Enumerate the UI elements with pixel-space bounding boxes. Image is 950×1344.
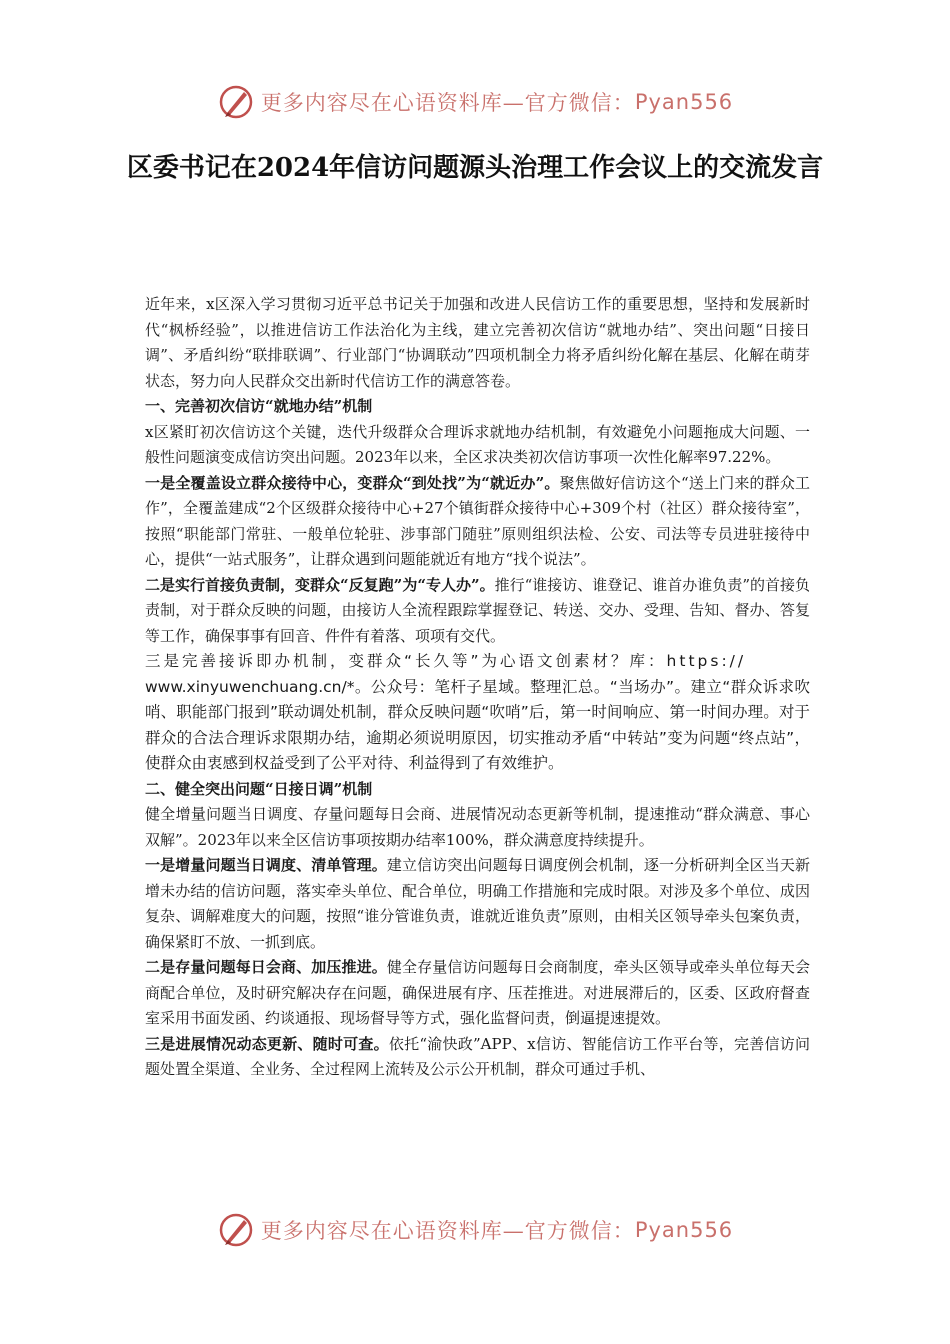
watermark-text: 更多内容尽在心语资料库—官方微信： <box>260 1219 635 1243</box>
section-1-summary: x区紧盯初次信访这个关键，迭代升级群众合理诉求就地办结机制，有效避免小问题拖成大问题、一般性问题演变成信访突出问题。2023年以来，全区求决类初次信访事项一次性化解率97.22%。 <box>145 422 810 466</box>
point-lead: 一是增量问题当日调度、清单管理。 <box>145 856 387 874</box>
point-lead: 三是完善接诉即办机制，变群众“长久等”为心语文创素材？库：https:// <box>145 652 747 670</box>
point-body: 建立信访突出问题每日调度例会机制，逐一分析研判全区当天新增未办结的信访问题，落实牵头单位、配合单位，明确工作措施和完成时限。对涉及多个单位、成因复杂、调解难度大的问题，按照“谁分管谁负责，谁就近谁负责”原则，由相关区领导牵头包案负责，确保紧盯不放、一抓到底。 <box>145 856 810 951</box>
point-body: 健全存量信访问题每日会商制度，牵头区领导或牵头单位每天会商配合单位，及时研究解决存在问题，确保进展有序、压茬推进。对进展滞后的，区委、区政府督查室采用书面发函、约谈通报、现场督导等方式，强化监督问责，倒逼提速提效。 <box>145 958 810 1027</box>
document-title: 区委书记在2024年信访问题源头治理工作会议上的交流发言 <box>126 153 824 183</box>
section-heading-2: 二、健全突出问题“日接日调”机制 <box>145 779 373 798</box>
point-body: 推行“谁接访、谁登记、谁首办谁负责”的首接负责制，对于群众反映的问题，由接访人全流程跟踪掌握登记、转送、交办、受理、告知、督办、答复等工作，确保事事有回音、件件有着落、项项有交代。 <box>145 575 810 645</box>
section-1-point-2 <box>145 573 810 650</box>
point-lead: 一是全覆盖设立群众接待中心，变群众“到处找”为“就近办”。 <box>145 473 560 492</box>
section-2-point-3 <box>145 1032 810 1083</box>
watermark-wechat-id: Pyan556 <box>634 1218 734 1242</box>
section-2-summary: 健全增量问题当日调度、存量问题每日会商、进展情况动态更新等机制，提速推动“群众满意、事心双解”。2023年以来全区信访事项按期办结率100%，群众满意度持续提升。 <box>145 805 810 849</box>
point-lead: 三是进展情况动态更新、随时可查。 <box>145 1034 389 1053</box>
header-watermark-banner <box>0 80 950 124</box>
section-heading-1: 一、完善初次信访“就地办结”机制 <box>145 397 373 415</box>
point-body: 聚焦做好信访这个“送上门来的群众工作”，全覆盖建成“2个区级群众接待中心+27个镇街群众接待中心+309个村（社区）群众接待室”，按照“职能部门常驻、一般单位轮驻、涉事部门随驻”原则组织法检、公安、司法等专员进驻接待中心，提供“一站式服务”，让群众遇到问题能就近有地方“找个说法”。 <box>145 473 811 568</box>
point-lead: 二是存量问题每日会商、加压推进。 <box>145 958 387 976</box>
document-body <box>145 292 810 1083</box>
watermark-wechat-id: Pyan556 <box>634 90 734 114</box>
section-1-point-3 <box>145 649 810 777</box>
section-1-point-1 <box>145 471 810 573</box>
point-lead: 二是实行首接负责制，变群众“反复跑”为“专人办”。 <box>145 575 495 594</box>
point-body: 依托“渝快政”APP、x信访、智能信访工作平台等，完善信访问题处置全渠道、全业务、全过程网上流转及公示公开机制，群众可通过手机、 <box>145 1034 810 1078</box>
footer-watermark-banner <box>0 1208 950 1252</box>
watermark-text: 更多内容尽在心语资料库—官方微信： <box>260 91 635 115</box>
section-2-point-1 <box>145 853 810 955</box>
intro-paragraph: 近年来，x区深入学习贯彻习近平总书记关于加强和改进人民信访工作的重要思想，坚持和发展新时代“枫桥经验”，以推进信访工作法治化为主线，建立完善初次信访“就地办结”、突出问题“日接日调”、矛盾纠纷“联排联调”、行业部门“协调联动”四项机制全力将矛盾纠纷化解在基层、化解在萌芽状态，努力向人民群众交出新时代信访工作的满意答卷。 <box>145 295 810 390</box>
pen-logo-icon <box>217 1211 255 1249</box>
pen-logo-icon <box>217 83 255 121</box>
section-2-point-2 <box>145 955 810 1032</box>
point-body: www.xinyuwenchuang.cn/*。公众号：笔杆子星域。整理汇总。“当场办”。建立“群众诉求吹哨、职能部门报到”联动调处机制，群众反映问题“吹哨”后，第一时间响应、第一时间办理。对于群众的合法合理诉求限期办结，逾期必须说明原因，切实推动矛盾“中转站”变为问题“终点站”，使群众由衷感到权益受到了公平对待、利益得到了有效维护。 <box>145 677 810 772</box>
